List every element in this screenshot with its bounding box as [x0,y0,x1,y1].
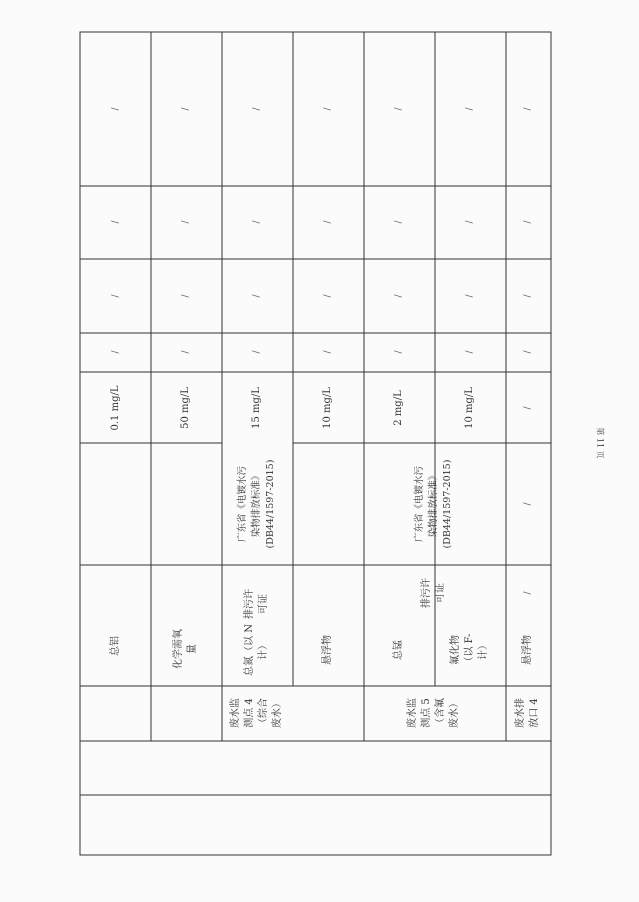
cell-slash: / [394,294,404,298]
standard-db44-5 [413,460,455,549]
cell-slash: / [394,350,404,354]
point-line: 废水） [272,698,283,728]
cell-slash: / [111,107,121,111]
cell-slash: / [323,220,333,224]
cell-slash: / [323,350,333,354]
monitoring-point-4 [229,698,285,728]
standard-line: 广东省《电镀水污 [414,466,425,543]
point-line: 废水监 [407,698,418,728]
cell-slash: / [465,294,475,298]
cell-slash: / [111,350,121,354]
cell-slash: / [523,502,533,506]
page-number: 第 11 页 [595,427,605,459]
cell-slash: / [465,350,475,354]
cell-slash: / [252,294,262,298]
cell-slash: / [181,220,191,224]
cell-slash: / [252,220,262,224]
point-line: 废水） [449,698,460,728]
point-line: 废水监 [230,698,241,728]
basis-permit-4 [243,589,271,619]
outlet-4 [514,698,542,728]
cell-slash: / [394,107,404,111]
basis-line: 可证 [435,583,446,603]
basis-permit-5 [420,578,448,608]
cell-slash: / [323,294,333,298]
item-total-manganese: 总锰 [393,640,404,660]
item-total-nitrogen [243,624,271,676]
item-line: 氟化物 [450,635,461,666]
point-line: 测点 5 [421,698,432,728]
cell-slash: / [252,107,262,111]
item-suspended-solids: 悬浮物 [322,635,333,665]
point-line: 废水排 [515,698,526,728]
cell-slash: / [111,294,121,298]
standard-line: (DB44/1597-2015) [442,459,453,549]
item-line: 量 [187,644,198,654]
cell-slash: / [465,220,475,224]
monitoring-point-5 [406,698,462,728]
item-line: 计） [478,640,489,661]
cell-slash: / [465,107,475,111]
cell-slash: / [523,350,533,354]
standard-line: 染物排放标准》 [251,470,262,538]
cell-slash: / [111,220,121,224]
item-total-aluminum: 总铝 [110,636,121,656]
cell-slash: / [323,107,333,111]
point-line: 放口 4 [529,698,540,728]
cell-slash: / [394,220,404,224]
limit-total-aluminum: 0.1 mg/L [110,385,121,431]
limit-total-manganese: 2 mg/L [393,390,404,426]
cell-slash: / [523,591,533,595]
point-line: （综合 [258,698,269,728]
cell-slash: / [523,294,533,298]
cell-slash: / [252,350,262,354]
limit-cod: 50 mg/L [180,387,191,429]
limit-suspended-solids: 10 mg/L [322,387,333,429]
limit-fluoride: 10 mg/L [464,387,475,429]
basis-line: 可证 [258,594,269,614]
basis-line: 排污许 [421,578,432,608]
item-line: （以 F- [464,633,475,667]
point-line: （含氟 [435,698,446,728]
standard-line: 染物排放标准》 [428,470,439,538]
cell-slash: / [523,107,533,111]
cell-slash: / [523,406,533,410]
standard-line: (DB44/1597-2015) [265,459,276,549]
limit-total-nitrogen: 15 mg/L [251,387,262,429]
basis-line: 排污许 [244,589,255,619]
item-line: 化学需氧 [173,629,184,669]
item-cod [172,629,200,669]
cell-slash: / [523,220,533,224]
cell-slash: / [181,350,191,354]
item-line: 计） [258,640,269,660]
standard-db44-4 [236,460,278,549]
standard-line: 广东省《电镀水污 [237,466,248,543]
item-suspended-solids-outlet: 悬浮物 [522,635,533,665]
item-fluoride [449,633,491,666]
item-line: 总氮（以 N [244,624,255,676]
cell-slash: / [181,107,191,111]
point-line: 测点 4 [244,698,255,728]
cell-slash: / [181,294,191,298]
